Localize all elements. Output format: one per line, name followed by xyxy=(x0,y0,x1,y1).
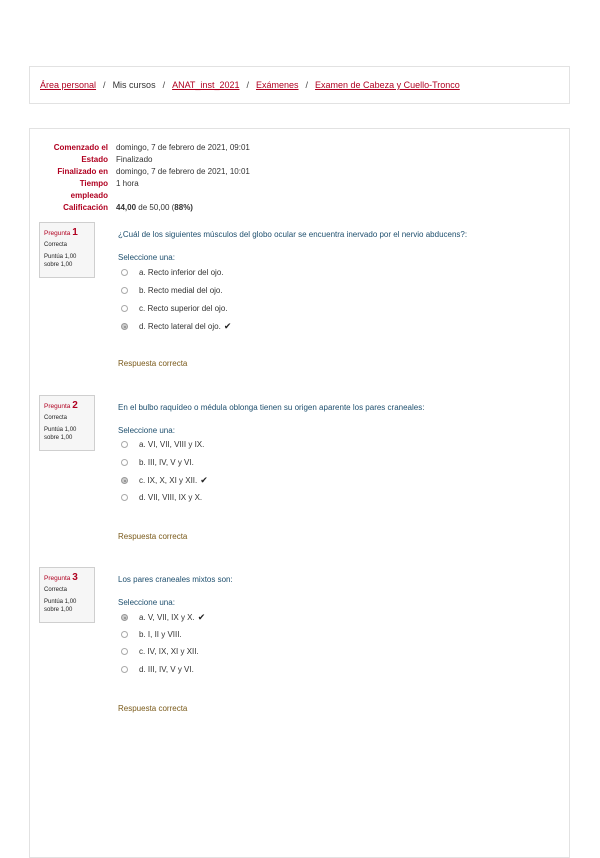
answer-option[interactable] xyxy=(121,647,199,656)
option-label: b. III, IV, V y VI. xyxy=(139,458,194,467)
option-label: d. Recto lateral del ojo. xyxy=(139,322,221,331)
answer-option[interactable] xyxy=(121,440,204,449)
grade-value xyxy=(116,202,193,214)
option-label: c. IX, X, XI y XII. xyxy=(139,476,198,485)
answer-option[interactable] xyxy=(121,286,223,295)
time-label-line2: empleado xyxy=(70,191,108,200)
radio-button[interactable] xyxy=(121,269,128,276)
question-state: Correcta xyxy=(44,242,68,248)
select-prompt: Seleccione una: xyxy=(118,426,175,435)
breadcrumb-exam[interactable]: Examen de Cabeza y Cuello-Tronco xyxy=(315,80,460,90)
answer-option-selected[interactable] xyxy=(121,321,231,332)
breadcrumb-examenes[interactable]: Exámenes xyxy=(255,80,299,90)
grade-line1: Puntúa 1,00 xyxy=(44,427,77,433)
answer-option-selected[interactable] xyxy=(121,475,208,486)
breadcrumb-area-personal[interactable]: Área personal xyxy=(40,80,97,90)
grade-end: %) xyxy=(183,203,193,212)
grade-line2: sobre 1,00 xyxy=(44,262,73,268)
option-label: d. III, IV, V y VI. xyxy=(139,665,194,674)
time-value: 1 hora xyxy=(116,179,139,188)
question-word: Pregunta xyxy=(44,230,71,237)
question-number: 1 xyxy=(72,227,78,238)
grade-line1: Puntúa 1,00 xyxy=(44,599,77,605)
grade-line2: sobre 1,00 xyxy=(44,435,73,441)
feedback-text: Respuesta correcta xyxy=(118,532,188,541)
answer-option[interactable] xyxy=(121,268,224,277)
question-info xyxy=(39,567,95,623)
question-text: En el bulbo raquídeo o médula oblonga tienen su origen aparente los pares craneales: xyxy=(118,403,425,412)
question-info xyxy=(39,222,95,278)
radio-button[interactable] xyxy=(121,287,128,294)
question-text: ¿Cuál de los siguientes músculos del globo ocular se encuentra inervado por el nervio abducens?: xyxy=(118,230,468,239)
check-icon: ✔ xyxy=(223,321,232,331)
attempt-summary xyxy=(40,142,250,214)
time-label-line1: Tiempo xyxy=(79,179,108,188)
option-label: a. V, VII, IX y X. xyxy=(139,613,195,622)
question-text: Los pares craneales mixtos son: xyxy=(118,575,233,584)
radio-button-checked[interactable] xyxy=(121,477,128,484)
question-grade xyxy=(44,426,90,442)
grade-percent: 88 xyxy=(174,203,184,212)
check-icon: ✔ xyxy=(200,475,208,485)
option-label: b. Recto medial del ojo. xyxy=(139,286,223,295)
question-number: 2 xyxy=(72,400,78,411)
grade-score: 44,00 xyxy=(116,203,137,212)
question-word: Pregunta xyxy=(44,403,71,410)
check-icon: ✔ xyxy=(197,612,206,622)
radio-button[interactable] xyxy=(121,305,128,312)
state-value: Finalizado xyxy=(116,155,153,164)
question-grade xyxy=(44,253,90,269)
grade-line2: sobre 1,00 xyxy=(44,607,73,613)
question-info xyxy=(39,395,95,451)
breadcrumb-separator: / xyxy=(305,80,309,90)
finished-value: domingo, 7 de febrero de 2021, 10:01 xyxy=(116,167,250,176)
radio-button[interactable] xyxy=(121,631,128,638)
question-grade xyxy=(44,598,90,614)
started-label: Comenzado el xyxy=(53,143,108,152)
option-label: a. Recto inferior del ojo. xyxy=(139,268,224,277)
feedback-text: Respuesta correcta xyxy=(118,704,188,713)
feedback-text: Respuesta correcta xyxy=(118,359,188,368)
question-state: Correcta xyxy=(44,587,68,593)
answer-option[interactable] xyxy=(121,493,202,502)
grade-rest: de 50,00 ( xyxy=(136,203,175,212)
question-word: Pregunta xyxy=(44,575,71,582)
finished-label: Finalizado en xyxy=(57,167,108,176)
question-number: 3 xyxy=(72,572,78,583)
breadcrumb-separator: / xyxy=(162,80,166,90)
radio-button[interactable] xyxy=(121,459,128,466)
option-label: d. VII, VIII, IX y X. xyxy=(139,493,203,502)
radio-button[interactable] xyxy=(121,648,128,655)
select-prompt: Seleccione una: xyxy=(118,598,175,607)
breadcrumb-separator: / xyxy=(103,80,106,90)
select-prompt: Seleccione una: xyxy=(118,253,175,262)
option-label: a. VI, VII, VIII y IX. xyxy=(139,440,205,449)
radio-button[interactable] xyxy=(121,666,128,673)
radio-button[interactable] xyxy=(121,441,128,448)
answer-option[interactable] xyxy=(121,665,194,674)
option-label: c. IV, IX, XI y XII. xyxy=(139,647,199,656)
answer-option-selected[interactable] xyxy=(121,612,205,623)
breadcrumb-mis-cursos: Mis cursos xyxy=(112,80,156,90)
state-label: Estado xyxy=(81,155,108,164)
radio-button[interactable] xyxy=(121,494,128,501)
radio-button-checked[interactable] xyxy=(121,614,128,621)
question-state: Correcta xyxy=(44,415,68,421)
breadcrumb xyxy=(29,66,570,104)
grade-line1: Puntúa 1,00 xyxy=(44,254,77,260)
breadcrumb-course[interactable]: ANAT_inst_2021 xyxy=(172,80,240,90)
answer-option[interactable] xyxy=(121,458,194,467)
answer-option[interactable] xyxy=(121,304,228,313)
radio-button-checked[interactable] xyxy=(121,323,128,330)
option-label: c. Recto superior del ojo. xyxy=(139,304,228,313)
time-label xyxy=(40,178,116,202)
option-label: b. I, II y VIII. xyxy=(139,630,182,639)
started-value: domingo, 7 de febrero de 2021, 09:01 xyxy=(116,143,250,152)
grade-label: Calificación xyxy=(63,203,108,212)
answer-option[interactable] xyxy=(121,630,182,639)
breadcrumb-separator: / xyxy=(246,80,249,90)
